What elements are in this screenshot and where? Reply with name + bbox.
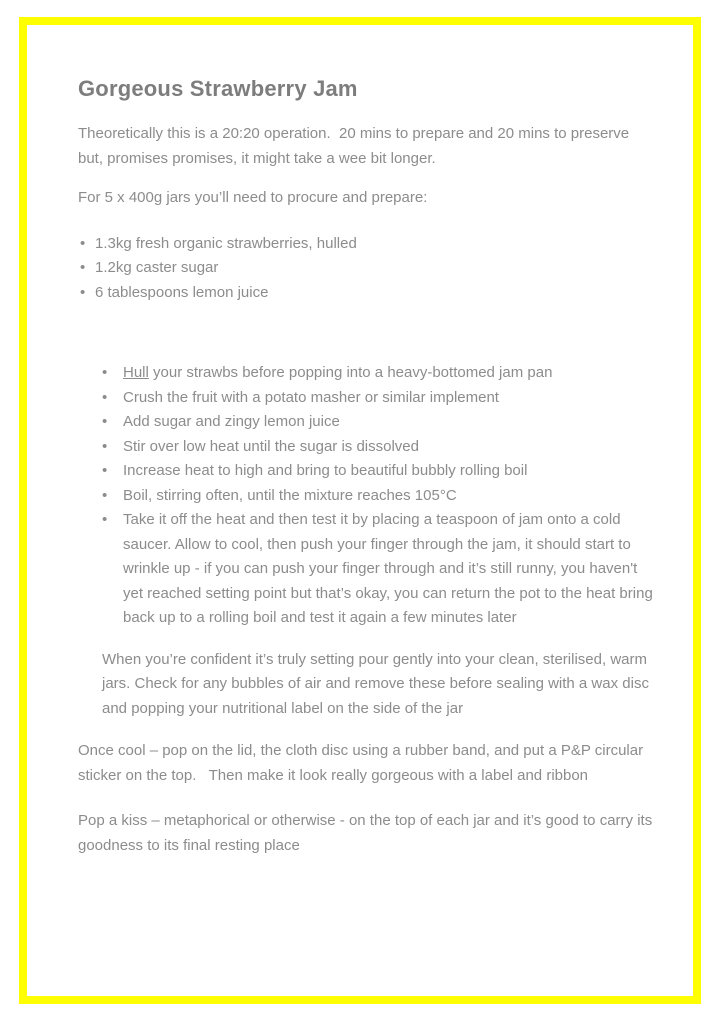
ingredient-item: • 6 tablespoons lemon juice [78, 281, 656, 306]
step-text: Take it off the heat and then test it by placing a teaspoon of jam onto a cold saucer. Allow to cool, then push your finger through the jam, it should start to wrinkle up - if you can push your finger through and it’s still runny, you haven't yet reached setting point but that’s okay, you can return the pot to the heat bring back up to a rolling boil and test it again a few minutes later [123, 511, 653, 626]
step-text: Stir over low heat until the sugar is dissolved [123, 437, 419, 455]
recipe-content [78, 74, 656, 858]
step-item [78, 386, 656, 411]
ingredients-list [78, 232, 656, 306]
step-item [78, 459, 656, 484]
finishing-paragraph: Once cool – pop on the lid, the cloth disc using a rubber band, and put a P&P circular sticker on the top. Then make it look really gorgeous with a label and ribbon [78, 742, 648, 784]
closing-paragraph: Pop a kiss – metaphorical or otherwise - on the top of each jar and it’s good to carry its goodness to its final resting place [78, 812, 657, 854]
steps-list [78, 361, 656, 631]
step-text: Increase heat to high and bring to beautiful bubbly rolling boil [123, 462, 528, 479]
jars-needed-line: For 5 x 400g jars you’ll need to procure and prepare: [78, 189, 428, 206]
step-item [78, 361, 656, 386]
step-item [78, 484, 656, 509]
ingredient-item: • 1.3kg fresh organic strawberries, hulled [78, 232, 656, 257]
intro-paragraph: Theoretically this is a 20:20 operation. 20 mins to prepare and 20 mins to preserve but, promises promises, it might take a wee bit longer. [78, 125, 634, 167]
jarring-paragraph: When you’re confident it’s truly setting pour gently into your clean, sterilised, warm jars. Check for any bubbles of air and remove these before sealing with a wax disc and popping your nutritional label on the side of the jar [102, 650, 654, 717]
recipe-title: Gorgeous Strawberry Jam [78, 76, 358, 101]
step-text: Crush the fruit with a potato masher or similar implement [123, 388, 499, 406]
step-item [78, 410, 656, 435]
step-text: your strawbs before popping into a heavy-bottomed jam pan [148, 364, 553, 381]
ingredient-item: • 1.2kg caster sugar [78, 256, 656, 281]
step-item [78, 435, 656, 460]
underlined-word: Hull [123, 364, 149, 381]
step-text: Boil, stirring often, until the mixture reaches 105°C [123, 486, 457, 504]
step-item [78, 508, 656, 631]
step-text: Add sugar and zingy lemon juice [123, 413, 340, 430]
